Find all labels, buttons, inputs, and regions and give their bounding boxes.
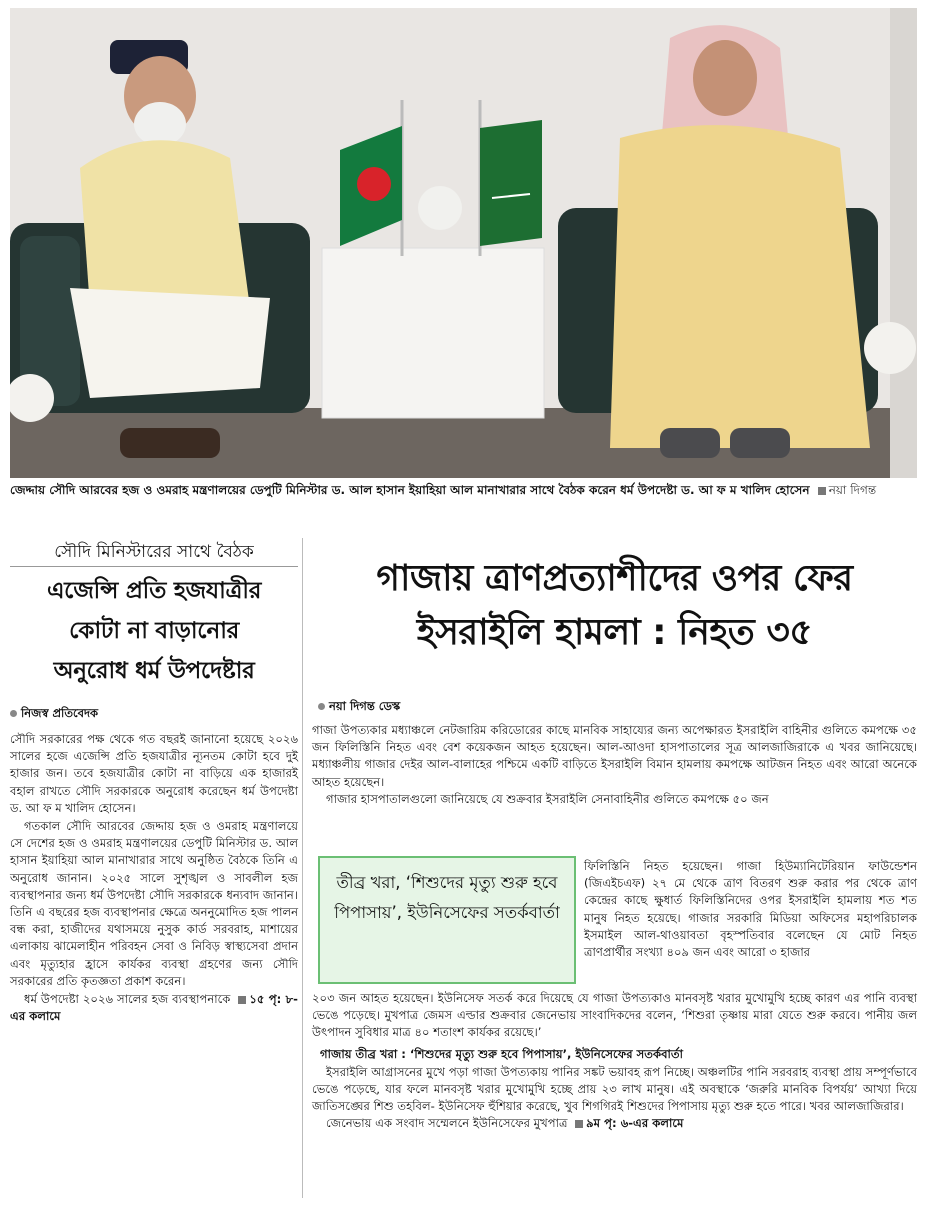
right-headline-line: ইসরাইলি হামলা : নিহত ৩৫ — [416, 612, 813, 653]
left-kicker: সৌদি মিনিস্টারের সাথে বৈঠক — [10, 540, 298, 567]
left-headline — [10, 571, 298, 691]
caption-source: নয়া দিগন্ত — [828, 483, 877, 497]
square-bullet-icon — [575, 1120, 583, 1128]
left-body — [10, 731, 298, 1025]
caption-text: জেদ্দায় সৌদি আরবের হজ ও ওমরাহ মন্ত্রণালয়ের ডেপুটি মিনিস্টার ড. আল হাসান ইয়াহিয়া আল মানাখারার সাথে বৈঠক করেন ধর্ম উপদেষ্টা ড. আ ফ ম খালিদ হোসেন — [10, 483, 810, 497]
right-bottom-body — [312, 990, 917, 1133]
right-wrap-body — [584, 858, 917, 961]
right-byline — [318, 698, 400, 717]
bullet-dot-icon — [318, 703, 325, 710]
left-paragraph: গতকাল সৌদি আরবের জেদ্দায় হজ ও ওমরাহ মন্ত্রণালয়ে সে দেশের হজ ও ওমরাহ মন্ত্রণালয়ের ডেপুটি মিনিস্টার ড. আল হাসান ইয়াহিয়া আল মানাখারার সাথে অনুষ্ঠিত বৈঠকে তিনি এ অনুরোধ জানান। ২০২৫ সালে সুশৃঙ্খল ও সাবলীল হজ ব্যবস্থাপনার জন্য ধর্ম উপদেষ্টা সৌদি সরকারকে ধন্যবাদ জানান। তিনি এ বছরের হজ ব্যবস্থাপনার ক্ষেত্রে অননুমোদিত হজ পালন বন্ধ করা, হাজীদের যথাসময়ে নুসুক কার্ড সরবরাহ, মাশায়ের এলাকায় ঝামেলাহীন পরিবহন সেবা ও নিবিড় স্বাস্থ্যসেবা প্রদান এবং মৃত্যুহার হ্রাসে কার্যকর ব্যবস্থা গ্রহণের জন্য সৌদি সরকারের প্রতি কৃতজ্ঞতা প্রকাশ করেন। — [10, 819, 298, 988]
right-headline-line: গাজায় ত্রাণপ্রত্যাশীদের ওপর ফের — [376, 558, 853, 599]
news-photo — [10, 8, 917, 478]
right-continuation: ৯ম পৃ: ৬-এর কলামে — [586, 1116, 684, 1131]
right-paragraph: গাজার হাসপাতালগুলো জানিয়েছে যে শুক্রবার ইসরাইলি সেনাবাহিনীর গুলিতে কমপক্ষে ৫০ জন — [326, 791, 769, 806]
left-headline-line: অনুরোধ ধর্ম উপদেষ্টার — [53, 658, 255, 684]
left-article — [10, 540, 298, 1026]
square-bullet-icon — [238, 996, 246, 1004]
left-paragraph-last — [10, 991, 298, 1025]
pull-quote-box — [318, 856, 576, 984]
right-wrap-text: ফিলিস্তিনি নিহত হয়েছেন। গাজা হিউম্যানিটেরিয়ান ফাউন্ডেশন (জিএইচএফ) ২৭ মে থেকে ত্রাণ বিতরণ শুরু করার পর থেকে ত্রাণ কেন্দ্রের কাছে ক্ষুধার্ত ফিলিস্তিনিদের ওপর ইসরাইলি হামলায় শত শত মানুষ নিহত হয়েছে। গাজার সরকারি মিডিয়া অফিসের মহাপরিচালক ইসমাইল আল-থাওয়াবতা বৃহস্পতিবার বলেছেন যে মোট নিহত ত্রাণপ্রার্থীর সংখ্যা ৪০৯ জন এবং আরো ৩ হাজার — [584, 859, 917, 960]
column-divider — [302, 538, 303, 1198]
pull-quote-text: তীব্র খরা, ‘শিশুদের মৃত্যু শুরু হবে পিপাসায়’, ইউনিসেফের সতর্কবার্তা — [334, 873, 560, 922]
left-paragraph-text: ধর্ম উপদেষ্টা ২০২৬ সালের হজ ব্যবস্থাপনাকে — [24, 992, 231, 1007]
right-headline — [312, 552, 917, 660]
left-byline — [10, 705, 298, 721]
right-sub-paragraph-text: জেনেভায় এক সংবাদ সম্মেলনে ইউনিসেফের মুখপাত্র — [326, 1116, 568, 1131]
right-sub-paragraph-last — [312, 1115, 917, 1132]
right-after-wrap: ২০৩ জন আহত হয়েছেন। ইউনিসেফ সতর্ক করে দিয়েছে যে গাজা উপত্যকাও মানবসৃষ্ট খরার মুখোমুখি হচ্ছে কারণ এর পানি ব্যবস্থা ভেঙে পড়েছে। মুখপাত্র জেমস এল্ডার শুক্রবার জেনেভায় সাংবাদিকদের বলেন, ‘শিশুরা তৃষ্ণায় মারা যেতে শুরু করবে। পানীয় জল উৎপাদন সুবিধার মাত্র ৪০ শতাংশ কার্যকর রয়েছে।’ — [312, 991, 917, 1040]
left-byline-text: নিজস্ব প্রতিবেদক — [21, 706, 99, 720]
bullet-dot-icon — [10, 710, 17, 717]
left-continuation: ১৫ পৃ: ৮-এর কলামে — [10, 992, 298, 1024]
right-byline-text: নয়া দিগন্ত ডেস্ক — [329, 699, 401, 713]
left-headline-line: এজেন্সি প্রতি হজযাত্রীর — [46, 578, 262, 604]
photo-caption — [10, 482, 917, 499]
right-subhead: গাজায় তীব্র খরা : ‘শিশুদের মৃত্যু শুরু হবে পিপাসায়’, ইউনিসেফের সতর্কবার্তা — [320, 1046, 683, 1061]
right-top-body — [312, 722, 917, 808]
meeting-illustration — [10, 8, 917, 478]
right-paragraph: গাজা উপত্যকার মধ্যাঞ্চলে নেটজারিম করিডোরের কাছে মানবিক সাহায্যের জন্য অপেক্ষারত ইসরাইলি বাহিনীর গুলিতে কমপক্ষে ৩৫ জন ফিলিস্তিনি নিহত এবং বেশ কয়েকজন আহত হয়েছেন। আল-আওদা হাসপাতালের সূত্র আলজাজিরাকে এ খবর জানিয়েছে। মধ্যাঞ্চলীয় গাজার দেইর আল-বালাহের পশ্চিমে একটি বাড়িতে ইসরাইলি বিমান হামলায় কমপক্ষে আটজন নিহত এবং আরো অনেকে আহত হয়েছেন। — [312, 723, 917, 789]
left-paragraph: সৌদি সরকারের পক্ষ থেকে গত বছরই জানানো হয়েছে ২০২৬ সালের হজে এজেন্সি প্রতি হজযাত্রীর ন্যূনতম কোটা হবে দুই হাজার জন। তবে হজযাত্রীর কোটা না বাড়িয়ে এক হাজারই বহাল রাখতে সৌদি সরকারকে অনুরোধ করেছেন ধর্ম উপদেষ্টা ড. আ ফ ম খালিদ হোসেন। — [10, 732, 298, 815]
square-bullet-icon — [818, 487, 826, 495]
right-sub-paragraph: ইসরাইলি আগ্রাসনের মুখে পড়া গাজা উপত্যকায় পানির সঙ্কট ভয়াবহ রূপ নিচ্ছে। অঞ্চলটির পানি সরবরাহ ব্যবস্থা প্রায় সম্পূর্ণভাবে ভেঙে পড়েছে, যার ফলে মানবসৃষ্ট খরার মুখোমুখি হচ্ছে প্রায় ২৩ লাখ মানুষ। এই অবস্থাকে ‘জরুরি মানবিক বিপর্যয়’ আখ্যা দিয়ে জাতিসঙ্ঘের শিশু তহবিল- ইউনিসেফ হুঁশিয়ার করেছে, খুব শিগগিরই শিশুদের পিপাসায় মৃত্যু শুরু হতে পারে। খবর আলজাজিরার। — [312, 1064, 917, 1114]
left-headline-line: কোটা না বাড়ানোর — [69, 618, 239, 644]
